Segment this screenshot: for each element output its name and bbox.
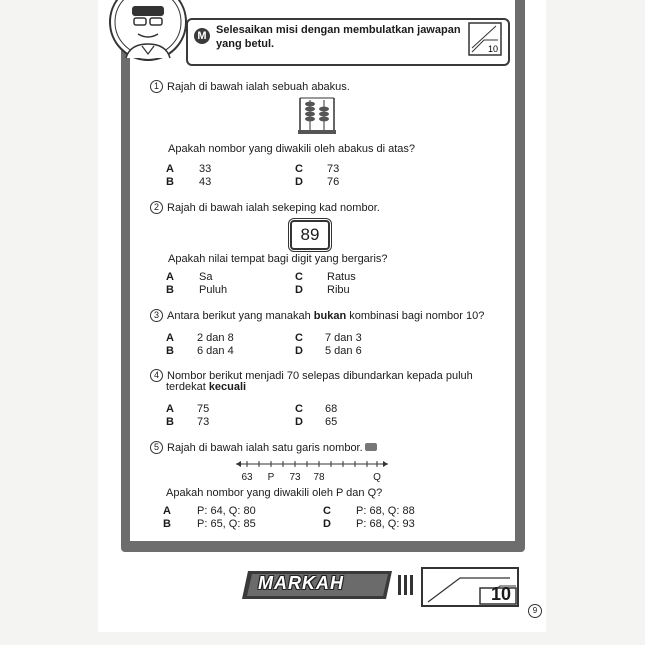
q5-option-c-value[interactable]: P: 68, Q: 88 bbox=[356, 505, 415, 517]
score-box bbox=[468, 22, 502, 56]
number-line-label-q: Q bbox=[373, 472, 381, 483]
question-4-line2: terdekat kecuali bbox=[166, 381, 247, 393]
q3-option-d-letter[interactable]: D bbox=[295, 345, 303, 357]
q2-option-a-value[interactable]: Sa bbox=[199, 271, 213, 283]
question-1: 1 Rajah di bawah ialah sebuah abakus. bbox=[150, 80, 350, 94]
page-number: 9 bbox=[528, 604, 542, 618]
question-2-prompt: Apakah nilai tempat bagi digit yang bergaris? bbox=[168, 253, 388, 265]
q4-option-d-letter[interactable]: D bbox=[295, 416, 303, 428]
q1-option-d-value[interactable]: 76 bbox=[327, 176, 340, 188]
question-3: 3 Antara berikut yang manakah bukan kombinasi bagi nombor 10? bbox=[150, 309, 484, 323]
markah-label: MARKAH bbox=[258, 573, 344, 593]
q2-option-b-letter[interactable]: B bbox=[166, 284, 174, 296]
q1-option-d-letter[interactable]: D bbox=[295, 176, 303, 188]
q3-option-d-value[interactable]: 5 dan 6 bbox=[325, 345, 362, 357]
q3-option-a-value[interactable]: 2 dan 8 bbox=[197, 332, 234, 344]
q2-option-a-letter[interactable]: A bbox=[166, 271, 174, 283]
number-line bbox=[232, 458, 392, 484]
question-1-prompt: Apakah nombor yang diwakili oleh abakus di atas? bbox=[168, 143, 416, 155]
q3-option-a-letter[interactable]: A bbox=[166, 332, 174, 344]
q5-option-b-value[interactable]: P: 65, Q: 85 bbox=[197, 518, 256, 530]
q2-option-d-value[interactable]: Ribu bbox=[327, 284, 350, 296]
question-2: 2 Rajah di bawah ialah sekeping kad nombor. bbox=[150, 201, 380, 215]
q4-option-b-letter[interactable]: B bbox=[166, 416, 174, 428]
q3-option-c-letter[interactable]: C bbox=[295, 332, 303, 344]
number-card: 89 bbox=[290, 220, 330, 250]
q4-option-a-value[interactable]: 75 bbox=[197, 403, 210, 415]
q3-option-b-letter[interactable]: B bbox=[166, 345, 174, 357]
mascot-illustration bbox=[108, 0, 188, 66]
q4-option-d-value[interactable]: 65 bbox=[325, 416, 338, 428]
number-line-label-p: P bbox=[267, 472, 275, 483]
q5-option-a-letter[interactable]: A bbox=[163, 505, 171, 517]
q1-option-b-letter[interactable]: B bbox=[166, 176, 174, 188]
q2-option-c-value[interactable]: Ratus bbox=[327, 271, 356, 283]
question-5-prompt: Apakah nombor yang diwakili oleh P dan Q? bbox=[166, 487, 383, 499]
number-line-label-63: 63 bbox=[241, 472, 253, 483]
mission-badge: M bbox=[194, 28, 210, 44]
q4-option-c-value[interactable]: 68 bbox=[325, 403, 338, 415]
instruction-text: Selesaikan misi dengan membulatkan jawapan yang betul. bbox=[216, 24, 461, 50]
q1-option-b-value[interactable]: 43 bbox=[199, 176, 212, 188]
q4-option-a-letter[interactable]: A bbox=[166, 403, 174, 415]
score-max: 10 bbox=[488, 44, 499, 54]
q2-option-d-letter[interactable]: D bbox=[295, 284, 303, 296]
number-line-label-73: 73 bbox=[289, 472, 301, 483]
q4-option-c-letter[interactable]: C bbox=[295, 403, 303, 415]
q2-option-c-letter[interactable]: C bbox=[295, 271, 303, 283]
q5-option-b-letter[interactable]: B bbox=[163, 518, 171, 530]
q2-option-b-value[interactable]: Puluh bbox=[199, 284, 228, 296]
question-5: 5 Rajah di bawah ialah satu garis nombor. bbox=[150, 441, 377, 455]
abacus-image bbox=[296, 96, 338, 136]
q5-option-d-letter[interactable]: D bbox=[323, 518, 331, 530]
q1-option-c-letter[interactable]: C bbox=[295, 163, 303, 175]
q4-option-b-value[interactable]: 73 bbox=[197, 416, 210, 428]
q1-option-c-value[interactable]: 73 bbox=[327, 163, 340, 175]
q5-option-d-value[interactable]: P: 68, Q: 93 bbox=[356, 518, 415, 530]
q5-option-c-letter[interactable]: C bbox=[323, 505, 331, 517]
q1-option-a-letter[interactable]: A bbox=[166, 163, 174, 175]
q3-option-b-value[interactable]: 6 dan 4 bbox=[197, 345, 234, 357]
question-4: 4 Nombor berikut menjadi 70 selepas dibundarkan kepada puluh bbox=[150, 369, 473, 383]
q3-option-c-value[interactable]: 7 dan 3 bbox=[325, 332, 362, 344]
q1-option-a-value[interactable]: 33 bbox=[199, 163, 212, 175]
number-line-label-78: 78 bbox=[313, 472, 325, 483]
pencil-icon bbox=[365, 443, 377, 451]
total-score: 10 bbox=[491, 584, 512, 604]
q5-option-a-value[interactable]: P: 64, Q: 80 bbox=[197, 505, 256, 517]
